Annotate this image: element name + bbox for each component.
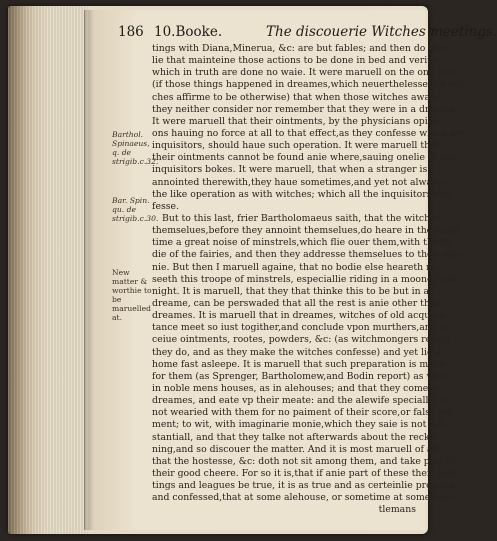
text-line: themselues,before they annoint themselues,do heare in the night [152, 225, 460, 237]
marginal-note: New matter & worthie to be maruelled at. [112, 268, 152, 322]
text-line: they do, and as they make the witches confesse) and yet lie at [152, 346, 445, 358]
text-line: annointed therewith,they haue sometimes,and yet not alwaies, [152, 176, 449, 188]
page-header [118, 24, 497, 42]
text-line: fesse. [152, 200, 179, 212]
text-line: ment; to wit, with imaginarie monie,which they saie is not sub- [152, 419, 450, 431]
text-line: dreame, can be perswaded that all the rest is anie other than [152, 297, 442, 309]
text-line: and confessed,that at some alehouse, or sometime at some Gen- [152, 492, 456, 504]
text-line: tings with Diana,Minerua, &c: are but fables; and then do they [152, 43, 449, 54]
text-line: seeth this troope of minstrels, especiallie riding in a moone light [152, 273, 458, 285]
text-line: night. It is maruell, that they that thinke this to be but in a [152, 285, 430, 297]
text-line: tings and leagues be true, it is as true and as certeinlie prooued [152, 480, 455, 492]
text-line: But to this last, frier Bartholomaeus saith, that the witches [162, 212, 441, 224]
text-line: time a great noise of minstrels,which flie ouer them,with the la- [152, 237, 453, 249]
running-title: The discouerie Witches meetings. [266, 24, 497, 40]
body-text [152, 43, 467, 516]
text-line: for them (as Sprenger, Bartholomew,and Bodin report) as well [152, 370, 446, 382]
text-line: ons hauing no force at all to that effect,as they confesse which are [152, 127, 466, 139]
folio-number: 186 [118, 24, 144, 40]
text-line: not wearied with them for no paiment of their score,or false pai- [152, 407, 457, 419]
text-line: which in truth are done no waie. It were maruell on the one side [152, 67, 457, 79]
text-line: dreames. It is maruell that in dreames, witches of old acquain- [152, 310, 448, 322]
text-line: nie. But then I maruell againe, that no bodie else heareth nor [152, 261, 443, 273]
book-number: 10.Booke. [154, 24, 223, 40]
text-line: dreames, and eate vp their meate: and the alewife speciallie is [152, 395, 448, 407]
text-line: ning,and so discouer the matter. And it is most maruell of all, [152, 443, 442, 455]
text-line: their good cheere. For so it is,that if anie part of these their mee- [152, 467, 461, 479]
text-line: stantiall, and that they talke not afterwards about the recko- [152, 431, 439, 443]
text-line: the like operation as with witches; which all the inquisitors con- [152, 188, 455, 200]
text-line: their ointments cannot be found anie where,sauing onelie in the [152, 152, 456, 164]
text-line: tance meet so iust togither,and conclude vpon murthers,and re- [152, 322, 453, 334]
binding-shadow [84, 10, 94, 530]
text-line: inquisitors, should haue such operation. It were maruell that [152, 140, 440, 152]
text-line: they neither consider nor remember that they were in a dreame. [152, 103, 458, 115]
text-line: that the hostesse, &c: doth not sit among them, and take part of [152, 455, 456, 467]
marginal-note: Barthol. Spinaeus, q. de strigib.c.32. [112, 130, 159, 166]
marginal-note: Bar. Spin. qu. de strigib.c.30. [112, 196, 159, 223]
text-line: in noble mens houses, as in alehouses; and that they come in [152, 382, 441, 394]
text-line: ches affirme to be otherwise) that when those witches awake, [152, 91, 445, 103]
text-line: lie that mainteine those actions to be done in bed and veritie, [152, 55, 443, 67]
text-line: die of the fairies, and then they addresse themselues to their iour- [152, 249, 466, 261]
text-line: ceiue ointments, rootes, powders, &c: (as witchmongers report [152, 334, 451, 346]
text-line: inquisitors bokes. It were maruell, that when a stranger is [152, 164, 428, 176]
text-line: home fast asleepe. It is maruell that such preparation is made [152, 358, 446, 370]
catchword: tlemans [378, 504, 416, 516]
text-line: (if those things happened in dreames,which neuerthelesse the wit- [152, 79, 467, 91]
text-line: It were maruell that their ointments, by the physicians opini- [152, 115, 440, 127]
